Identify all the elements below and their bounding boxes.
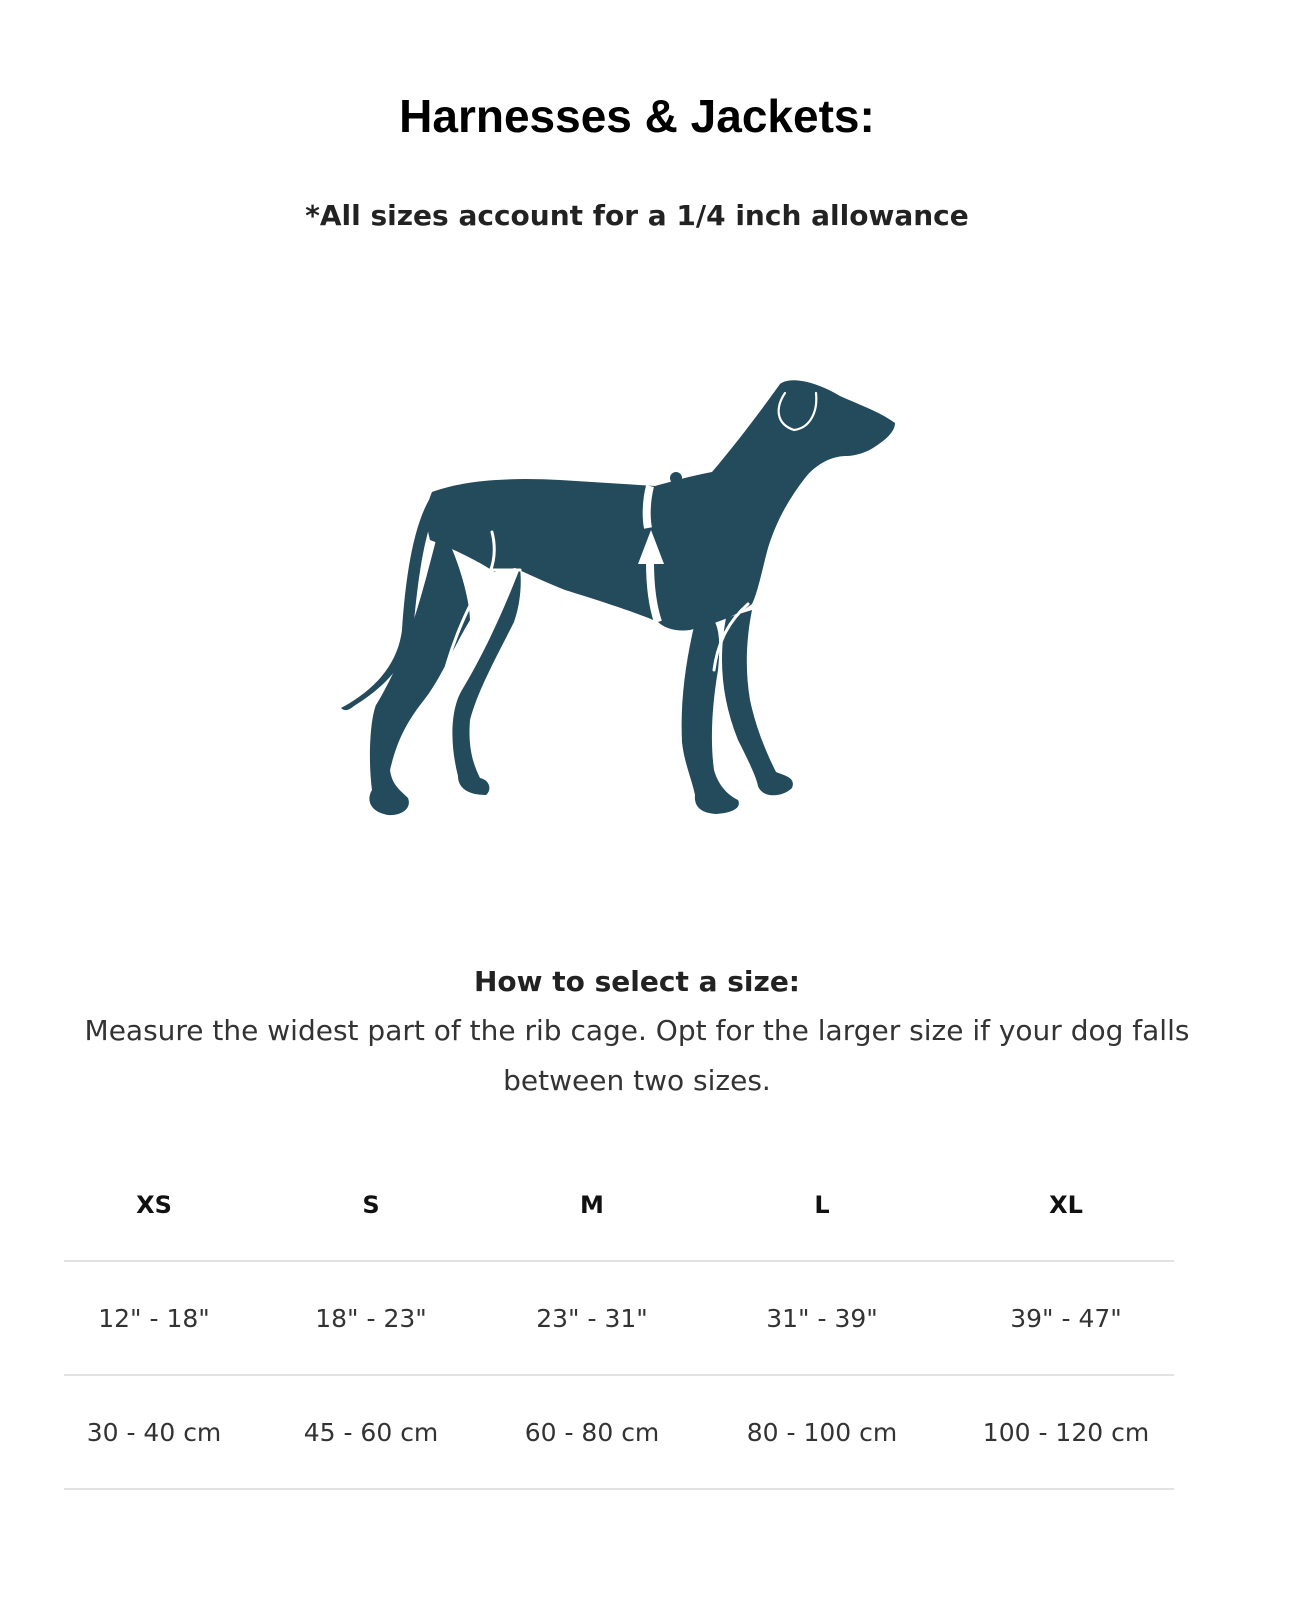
dog-measurement-icon [330, 370, 910, 830]
size-row-inches [64, 1261, 1174, 1375]
size-header-row [64, 1150, 1174, 1261]
size-cell-l-cm: 80 - 100 cm [686, 1375, 958, 1489]
size-cell-s-cm: 45 - 60 cm [244, 1375, 498, 1489]
size-cell-l-inches: 31" - 39" [686, 1261, 958, 1375]
size-header-s: S [244, 1150, 498, 1261]
size-chart-table [64, 1150, 1174, 1490]
size-header-l: L [686, 1150, 958, 1261]
size-cell-xs-cm: 30 - 40 cm [64, 1375, 244, 1489]
how-to-select-heading: How to select a size: [473, 965, 801, 998]
size-cell-xl-inches: 39" - 47" [958, 1261, 1174, 1375]
page-title: Harnesses & Jackets: [399, 90, 875, 142]
size-header-xl: XL [958, 1150, 1174, 1261]
how-to-select-instructions: Measure the widest part of the rib cage. Opt for the larger size if your dog falls between two sizes. [84, 1014, 1190, 1097]
size-header-m: M [498, 1150, 686, 1261]
size-cell-m-inches: 23" - 31" [498, 1261, 686, 1375]
size-header-xs: XS [64, 1150, 244, 1261]
allowance-note: *All sizes account for a 1/4 inch allowance [305, 199, 969, 232]
size-cell-s-inches: 18" - 23" [244, 1261, 498, 1375]
size-cell-xs-inches: 12" - 18" [64, 1261, 244, 1375]
size-cell-xl-cm: 100 - 120 cm [958, 1375, 1174, 1489]
size-row-cm [64, 1375, 1174, 1489]
size-cell-m-cm: 60 - 80 cm [498, 1375, 686, 1489]
